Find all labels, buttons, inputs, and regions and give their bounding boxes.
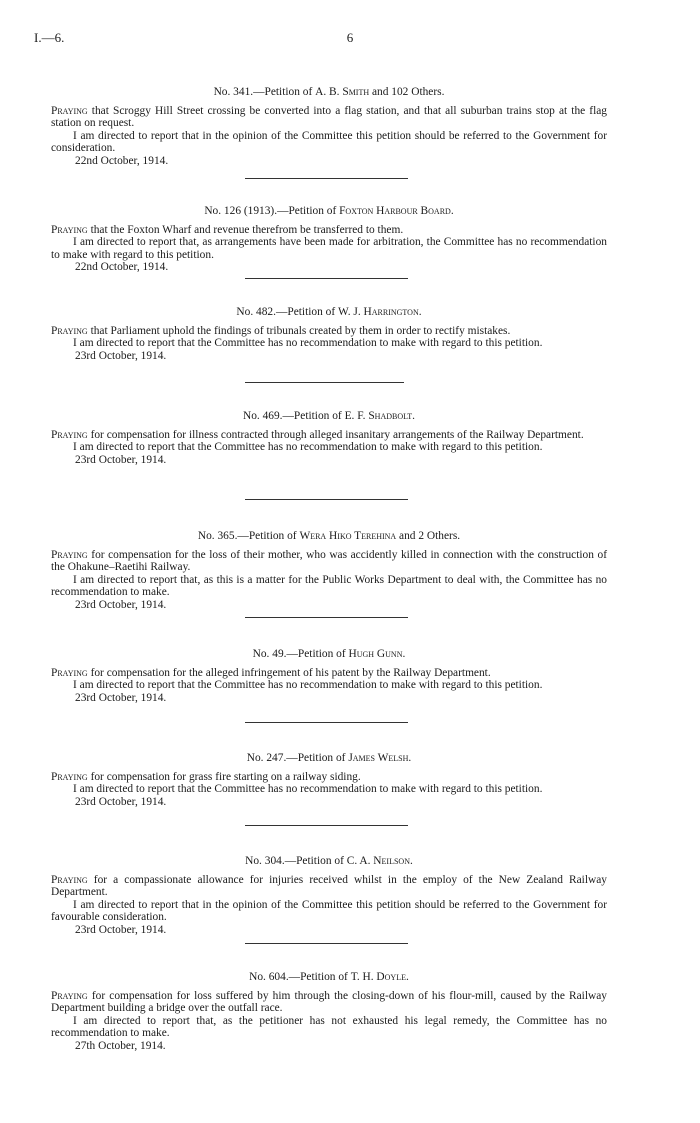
petition-title: No. 247.—Petition of James Welsh. [246, 752, 412, 764]
section-divider [245, 499, 408, 500]
petition-entry [51, 410, 607, 466]
report-date: 23rd October, 1914. [75, 349, 167, 362]
petition-prayer: Praying for a compassionate allowance for injuries received whilst in the employ of the New Zealand Railway Department. [51, 873, 607, 899]
petition-prayer: Praying that the Foxton Wharf and revenue therefrom be transferred to them. [51, 223, 404, 236]
petition-entry [51, 855, 607, 937]
section-divider [245, 943, 408, 944]
section-divider [245, 382, 404, 383]
report-date: 27th October, 1914. [75, 1039, 166, 1052]
petition-prayer: Praying for compensation for grass fire starting on a railway siding. [51, 770, 361, 783]
petition-entry [51, 752, 607, 808]
petition-entry [51, 971, 607, 1053]
petition-entry [51, 205, 607, 274]
committee-report: I am directed to report that, as this is a matter for the Public Works Department to deal with, the Committee has no recommendation to make. [51, 573, 607, 599]
petition-title: No. 365.—Petition of Wera Hiko Terehina and 2 Others. [197, 530, 461, 542]
committee-report: I am directed to report that in the opinion of the Committee this petition should be referred to the Government for consideration. [51, 129, 607, 155]
petition-entry [51, 648, 607, 704]
report-date: 23rd October, 1914. [75, 453, 167, 466]
petition-title: No. 482.—Petition of W. J. Harrington. [236, 306, 422, 318]
petition-prayer: Praying for compensation for the alleged infringement of his patent by the Railway Department. [51, 666, 491, 679]
petition-entry [51, 86, 607, 168]
section-divider [245, 825, 408, 826]
page-header [34, 30, 666, 50]
document-reference: I.—6. [34, 30, 65, 45]
petition-prayer: Praying for compensation for loss suffered by him through the closing-down of his flour-mill, caused by the Railway Department building a bridge over the outfall race. [51, 989, 607, 1015]
petitioner-name: E. F. Shadbolt [344, 410, 413, 422]
petition-entry [51, 530, 607, 612]
committee-report: I am directed to report that, as arrangements have been made for arbitration, the Committee has no recommendation to make with regard to this petition. [51, 236, 607, 261]
petitioner-name: T. H. Doyle [350, 971, 406, 983]
petitioner-name: James Welsh [348, 752, 409, 764]
report-date: 22nd October, 1914. [75, 154, 169, 167]
petitioner-name: A. B. Smith [315, 86, 370, 98]
report-date: 23rd October, 1914. [75, 923, 167, 936]
petition-prayer: Praying that Parliament uphold the findings of tribunals created by them in order to rectify mistakes. [51, 324, 511, 337]
committee-report: I am directed to report that the Committee has no recommendation to make with regard to this petition. [73, 679, 543, 692]
section-divider [245, 178, 408, 179]
committee-report: I am directed to report that the Committee has no recommendation to make with regard to this petition. [73, 783, 543, 796]
petition-entry [51, 306, 607, 362]
page-number: 6 [346, 30, 354, 45]
petitioner-name: Wera Hiko Terehina [299, 530, 397, 542]
petition-title: No. 469.—Petition of E. F. Shadbolt. [242, 410, 416, 422]
petitioner-name: Foxton Harbour Board [339, 205, 451, 217]
petition-title: No. 126 (1913).—Petition of Foxton Harbour Board. [204, 205, 454, 217]
petition-title: No. 604.—Petition of T. H. Doyle. [249, 971, 409, 983]
committee-report: I am directed to report that in the opinion of the Committee this petition should be referred to the Government for favourable consideration. [51, 898, 607, 924]
petitioner-name: Hugh Gunn [348, 648, 403, 660]
petition-prayer: Praying for compensation for illness contracted through alleged insanitary arrangements of the Railway Department. [51, 428, 584, 441]
section-divider [245, 278, 408, 279]
section-divider [245, 617, 408, 618]
committee-report: I am directed to report that the Committee has no recommendation to make with regard to this petition. [73, 337, 543, 350]
petitioner-name: W. J. Harrington [338, 306, 419, 318]
section-divider [245, 722, 408, 723]
petition-title: No. 304.—Petition of C. A. Neilson. [245, 855, 413, 867]
petition-title: No. 49.—Petition of Hugh Gunn. [252, 648, 406, 660]
report-date: 22nd October, 1914. [75, 261, 169, 274]
petition-prayer: Praying that Scroggy Hill Street crossing be converted into a flag station, and that all suburban trains stop at the flag station on request. [51, 104, 607, 130]
report-date: 23rd October, 1914. [75, 691, 167, 704]
committee-report: I am directed to report that, as the petitioner has not exhausted his legal remedy, the Committee has no recommendation to make. [51, 1014, 607, 1040]
petition-title: No. 341.—Petition of A. B. Smith and 102 Others. [213, 86, 445, 98]
report-date: 23rd October, 1914. [75, 598, 167, 611]
petition-prayer: Praying for compensation for the loss of their mother, who was accidently killed in connection with the construction of the Ohakune–Raetihi Railway. [51, 548, 607, 574]
committee-report: I am directed to report that the Committee has no recommendation to make with regard to this petition. [73, 441, 543, 454]
report-date: 23rd October, 1914. [75, 795, 167, 808]
petitioner-name: C. A. Neilson [346, 855, 410, 867]
